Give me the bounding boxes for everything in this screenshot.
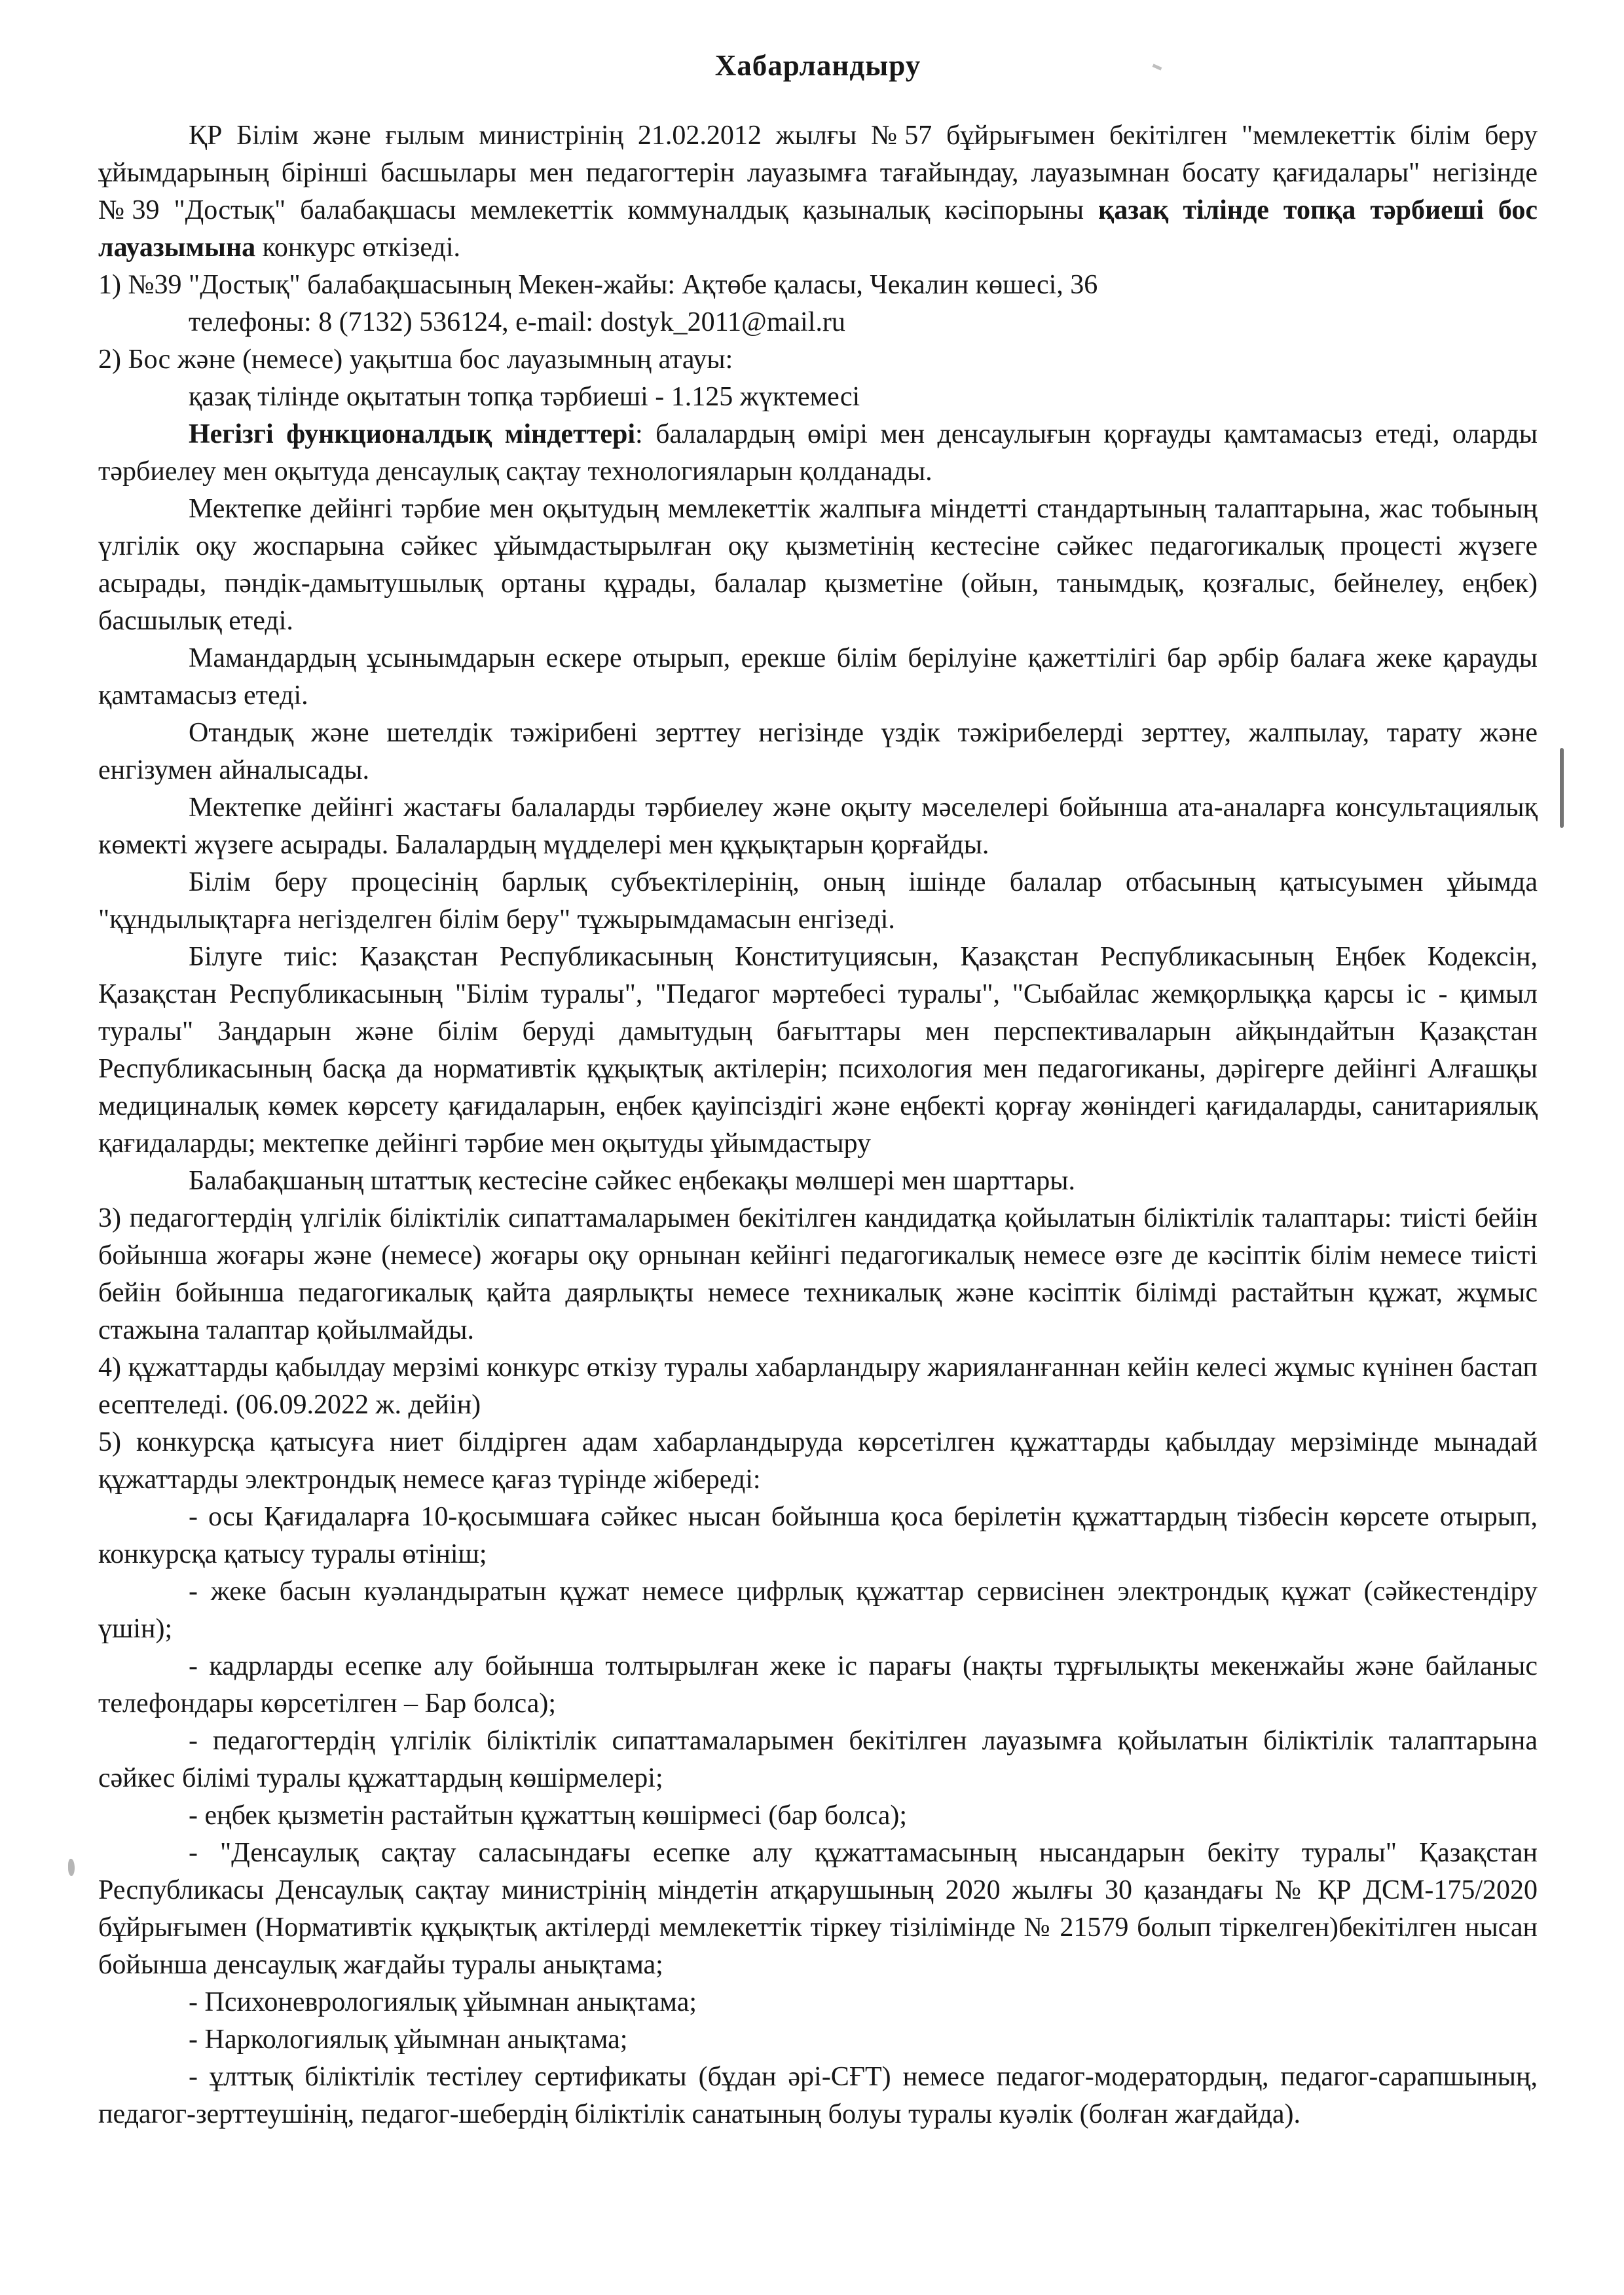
doc-list-item-health-certificate: - "Денсаулық сақтау саласындағы есепке алу құжаттамасының нысандарын бекіту туралы" Қазақстан Республикасы Денсаулық сақтау министрінің міндетін атқарушының 2020 жылғы 30 қазандағы № ҚР ДСМ-175/2020 бұйрығымен (Нормативтік құқықтық актілерді мемлекеттік тіркеу тізілімінде № 21579 болып тіркелген)бекітілген нысан бойынша денсаулық жағдайы туралы анықтама; (98, 1838, 1538, 1980)
doc-list-item-qualification-certificate: - ұлттық біліктілік тестілеу сертификаты (бұдан әрі-СҒТ) немесе педагог-модератордың, педагог-сарапшының, педагог-зерттеушінің, педагог-шебердің біліктілік санатының болуы туралы куәлік (болған жағдайда). (98, 2062, 1538, 2129)
intro-text: ҚР Білім және ғылым министрінің 21.02.2012 жылғы №57 бұйрығымен бекітілген "мемлекеттік білім беру ұйымдарының бірінші басшылары мен педагогтерін лауазымға тағайындау, лауазымнан босату қағидалары" негізінде №39 "Достық" балабақшасы мемлекеттік коммуналдық қазыналық кәсіпорыны (98, 121, 1538, 225)
intro-tail: конкурс өткізеді. (255, 233, 461, 263)
paragraph-standard: Мектепке дейінгі тәрбие мен оқытудың мемлекеттік жалпыға міндетті стандартының талаптарына, жас тобының үлгілік оқу жоспарына сәйкес ұйымдастырылған оқу қызметінің кестесіне сәйкес педагогикалық процесті жүзеге асырады, пәндік-дамытушылық ортаны құрады, балалар қызметіне (ойын, танымдық, қозғалыс, бейнелеу, еңбек) басшылық етеді. (98, 494, 1538, 636)
doc-list-item-application: - осы Қағидаларға 10-қосымшаға сәйкес нысан бойынша қоса берілетін құжаттардың тізбесін көрсете отырып, конкурсқа қатысу туралы өтініш; (98, 1502, 1538, 1569)
paragraph-values: Білім беру процесінің барлық субъектілерінің, оның ішінде балалар отбасының қатысуымен ұйымда "құндылықтарға негізделген білім беру" тұжырымдамасын енгізеді. (98, 867, 1538, 935)
scan-artifact-right-streak (1560, 748, 1564, 828)
paragraph-must-know: Білуге тиіс: Қазақстан Республикасының Конституциясын, Қазақстан Республикасының Еңбек Кодексін, Қазақстан Республикасының "Білім туралы", "Педагог мәртебесі туралы", "Сыбайлас жемқорлыққа қарсы іс - қимыл туралы" Заңдарын және білім беруді дамытудың бағыттары мен перспективаларын айқындайтын Қазақстан Республикасының басқа да нормативтік құқықтық актілерін; психология мен педагогиканы, дәрігерге дейінгі Алғашқы медициналық көмек көрсету қағидаларын, еңбек қауіпсіздігі және еңбекті қорғау жөніндегі қағидаларды, санитариялық қағидаларды; мектепке дейінгі тәрбие мен оқытуды ұйымдастыру (98, 942, 1538, 1159)
paragraph-specialists: Мамандардың ұсынымдарын ескере отырып, ерекше білім берілуіне қажеттілігі бар әрбір балаға жеке қарауды қамтамасыз етеді. (98, 643, 1538, 711)
document-title: Хабарландыру (714, 49, 921, 82)
line-vacancy: қазақ тілінде оқытатын топқа тәрбиеші - 1.125 жүктемесі (189, 382, 860, 412)
duties-text: : балалардың өмірі мен денсаулығын қорғауды қамтамасыз етеді, оларды тәрбиелеу мен оқытуда денсаулық сақтау технологияларын қолданады. (98, 419, 1538, 487)
doc-list-item-personnel-sheet: - кадрларды есепке алу бойынша толтырылған жеке іс парағы (нақты тұрғылықты мекенжайы және байланыс телефондары көрсетілген – Бар болса); (98, 1651, 1538, 1719)
doc-list-item-education-copies: - педагогтердің үлгілік біліктілік сипаттамаларымен бекітілген лауазымға қойылатын біліктілік талаптарына сәйкес білімі туралы құжаттардың көшірмелері; (98, 1726, 1538, 1793)
doc-list-item-employment-copy: - еңбек қызметін растайтын құжаттың көшірмесі (бар болса); (189, 1801, 908, 1831)
paragraph-item-3: 3) педагогтердің үлгілік біліктілік сипаттамаларымен бекітілген кандидатқа қойылатын біліктілік талаптары: тиісті бейін бойынша жоғары және (немесе) жоғары оқу орнынан кейінгі педагогикалық немесе өзге де кәсіптік білім немесе тиісті бейін бойынша педагогикалық қайта даярлықты немесе техникалық және кәсіптік білімді растайтын құжат, жұмыс стажына талаптар қойылмайды. (98, 1203, 1538, 1345)
paragraph-duties (98, 416, 1538, 491)
paragraph-experience: Отандық және шетелдік тәжірибені зерттеу негізінде үздік тәжірибелерді зерттеу, жалпылау, тарату және енгізумен айналысады. (98, 718, 1538, 785)
duties-heading-bold: Негізгі функционалдық міндеттері (189, 419, 636, 449)
line-vacancy-heading: 2) Бос және (немесе) уақытша бос лауазымның атауы: (98, 345, 733, 375)
paragraph-intro (98, 117, 1538, 267)
line-phone: телефоны: 8 (7132) 536124, e-mail: dostyk_2011@mail.ru (189, 307, 845, 337)
paragraph-item-5: 5) конкурсқа қатысуға ниет білдірген адам хабарландыруда көрсетілген құжаттарды қабылдау мерзімінде мынадай құжаттарды электрондық немесе қағаз түрінде жібереді: (98, 1427, 1538, 1495)
doc-list-item-narcological: - Наркологиялық ұйымнан анықтама; (189, 2024, 628, 2055)
paragraph-salary: Балабақшаның штаттық кестесіне сәйкес еңбекақы мөлшері мен шарттары. (189, 1166, 1076, 1196)
scan-artifact-left-speck (68, 1859, 75, 1876)
doc-list-item-psychoneurological: - Психоневрологиялық ұйымнан анықтама; (189, 1987, 697, 2017)
paragraph-parents: Мектепке дейінгі жастағы балаларды тәрбиелеу және оқыту мәселелері бойынша ата-аналарға консультациялық көмекті жүзеге асырады. Балалардың мүдделері мен құқықтарын қорғайды. (98, 793, 1538, 860)
doc-list-item-identity: - жеке басын куәландыратын құжат немесе цифрлық құжаттар сервисінен электрондық құжат (сәйкестендіру үшін); (98, 1577, 1538, 1644)
paragraph-item-4: 4) құжаттарды қабылдау мерзімі конкурс өткізу туралы хабарландыру жарияланғаннан кейін келесі жұмыс күнінен бастап есептеледі. (06.09.2022 ж. дейін) (98, 1353, 1538, 1420)
intro-vacancy-bold: қазақ тілінде топқа тәрбиеші бос лауазымына (98, 195, 1538, 263)
line-address: 1) №39 "Достық" балабақшасының Мекен-жайы: Ақтөбе қаласы, Чекалин көшесі, 36 (98, 270, 1098, 300)
